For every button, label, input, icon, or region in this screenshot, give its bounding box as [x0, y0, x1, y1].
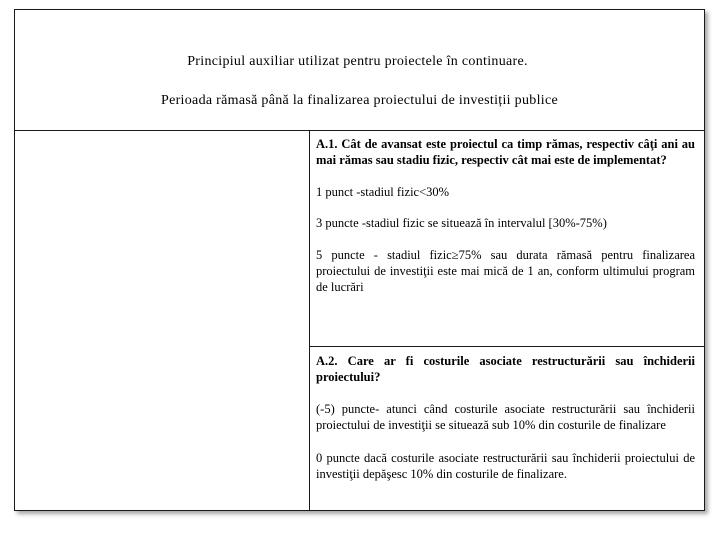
page-subtitle: Perioada rămasă până la finalizarea proiectului de investiții publice	[161, 93, 558, 108]
criterion-a2	[310, 347, 704, 511]
criterion-a1	[310, 131, 704, 347]
page-title-text: Principiul auxiliar utilizat pentru proiectele în continuare.	[187, 54, 528, 69]
criterion-a1-option-3: 5 puncte - stadiul fizic≥75% sau durata rămasă pentru finalizarea proiectului de investiţii este mai mică de 1 an, conform ultimului program de lucrări	[316, 247, 695, 295]
criterion-a2-question: A.2. Care ar fi costurile asociate restructurării sau închiderii proiectului?	[316, 354, 695, 385]
document-frame	[14, 9, 705, 511]
page-title	[15, 54, 704, 70]
criterion-a1-question: A.1. Cât de avansat este proiectul ca timp rămas, respectiv câţi ani au mai rămas sau stadiu fizic, respectiv cât mai este de implementat?	[316, 137, 695, 168]
criterion-a1-option-1: 1 punct -stadiul fizic<30%	[316, 184, 450, 199]
criterion-a2-option-1: (-5) puncte- atunci când costurile asociate restructurării sau închiderii proiectului de investiţii se situează sub 10% din costurile de finalizare	[316, 401, 695, 433]
header-section	[15, 10, 704, 131]
criterion-a2-option-2: 0 puncte dacă costurile asociate restructurării sau închiderii proiectului de investiţii depăşesc 10% din costurile de finalizare.	[316, 450, 695, 482]
criterion-a1-option-2: 3 puncte -stadiul fizic se situează în intervalul [30%-75%)	[316, 216, 607, 231]
empty-left-column	[15, 131, 310, 511]
